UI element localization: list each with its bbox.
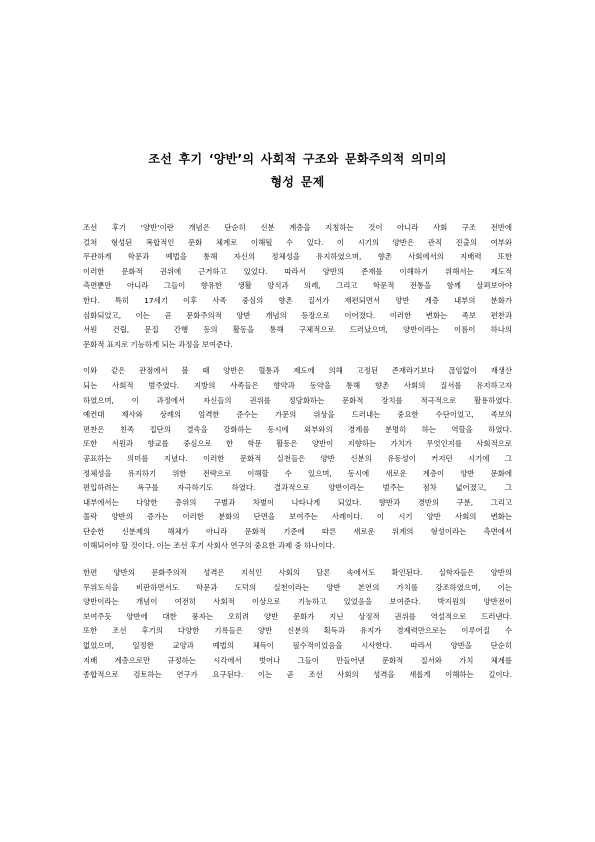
text-line: 종합적으로 검토하는 연구가 요구된다. 이는 곧 조선 사회의 성격을 새롭게 이해하는 길이다. <box>83 670 512 680</box>
text-line: 편입하려는 욕구를 자극하기도 하였다. 결과적으로 양반이라는 범주는 점차 넓어졌고, 그 <box>83 483 512 493</box>
text-line: 측면뿐만 아니라 그들이 향유한 생활 양식과 의례, 그리고 학문적 전통을 함께 살펴보아야 <box>83 281 512 291</box>
text-line: 보여주듯 양반에 대한 풍자는 오히려 양반 문화가 지닌 상징적 권위를 역설적으로 드러낸다. <box>83 611 512 621</box>
text-line: 공표하는 의미를 지녔다. 이러한 문화적 실천들은 양반 신분의 유동성이 커지던 시기에 그 <box>83 453 512 463</box>
text-line: 또한 조선 후기의 다양한 기록들은 양반 신분의 획득과 유지가 경제력만으로는 이루어질 수 <box>83 626 512 636</box>
text-line: 이와 같은 관점에서 볼 때 양반은 혈통과 제도에 의해 고정된 존재라기보다 끊임없이 재생산 <box>83 366 512 376</box>
text-line: 이러한 문화적 권위에 근거하고 있었다. 따라서 양반의 존재를 이해하기 위해서는 제도적 <box>83 266 512 276</box>
text-line: 예컨대 제사와 상례의 엄격한 준수는 가문의 위상을 드러내는 중요한 수단이었고, 족보의 <box>83 410 512 420</box>
text-line: 없었으며, 일정한 교양과 예법의 체득이 필수적이었음을 시사한다. 따라서 양반을 단순히 <box>83 641 512 651</box>
text-line: 무관하게 학문과 예법을 통해 자신의 정체성을 유지하였으며, 향촌 사회에서의 지배력 또한 <box>83 252 512 262</box>
text-line: 심화되었고, 이는 곧 문화주의적 양반 개념의 등장으로 이어졌다. 이러한 변화는 족보 편찬과 <box>83 310 512 320</box>
text-line: 무위도식을 비판하면서도 학문과 도덕의 실천이라는 양반 본연의 가치를 강조하였으며, 이는 <box>83 582 512 592</box>
text-line: 한다. 특히 17세기 이후 사족 중심의 향촌 질서가 재편되면서 양반 계층 내부의 분화가 <box>83 295 512 305</box>
paragraph-3 <box>83 566 512 683</box>
text-line: 지배 계층으로만 규정하는 시각에서 벗어나 그들이 만들어낸 문화적 질서와 가치 체계를 <box>83 655 512 665</box>
text-line: 조선 후기 ‘양반’이란 개념은 단순히 신분 계층을 지칭하는 것이 아니라 사회 구조 전반에 <box>83 223 512 232</box>
document-title <box>83 148 512 194</box>
text-line: 되는 사회적 범주였다. 지방의 사족들은 향약과 동약을 통해 향촌 사회의 질서를 유지하고자 <box>83 380 512 390</box>
text-line: 양반이라는 개념이 여전히 사회적 이상으로 기능하고 있었음을 보여준다. 박지원의 양반전이 <box>83 597 512 607</box>
text-line: 내부에서는 다양한 층위의 구별과 차별이 나타나게 되었다. 향반과 경반의 구분, 그리고 <box>83 497 512 507</box>
text-line: 걸쳐 형성된 복합적인 문화 체계로 이해될 수 있다. 이 시기의 양반은 관직 진출의 여부와 <box>83 237 512 247</box>
text-line: 서원 건립, 문집 간행 등의 활동을 통해 구체적으로 드러났으며, 양반이라는 이름이 하나의 <box>83 325 512 335</box>
title-line-2: 형성 문제 <box>270 175 325 189</box>
text-line: 이해되어야 할 것이다. 이는 조선 후기 사회사 연구의 중요한 과제 중 하나이다. <box>83 541 335 551</box>
text-line: 편찬은 친족 집단의 결속을 강화하는 동시에 외부와의 경계를 분명히 하는 역할을 하였다. <box>83 424 512 434</box>
paragraph-2 <box>83 364 512 554</box>
paragraph-1 <box>83 221 512 352</box>
text-line: 정체성을 유지하기 위한 전략으로 이해할 수 있으며, 동시에 새로운 계층이 양반 문화에 <box>83 468 512 478</box>
text-line: 몰락 양반의 증가는 이러한 분화의 단면을 보여주는 사례이다. 이 시기 양반 사회의 변화는 <box>83 512 512 522</box>
text-line: 한편 양반의 문화주의적 성격은 지식인 사회의 담론 속에서도 확인된다. 실학자들은 양반의 <box>83 568 512 578</box>
text-line: 하였으며, 이 과정에서 자신들의 권위를 정당화하는 문화적 장치를 적극적으로 활용하였다. <box>83 395 512 405</box>
text-line: 문화적 표지로 기능하게 되는 과정을 보여준다. <box>83 339 233 349</box>
text-line: 또한 서원과 향교를 중심으로 한 학문 활동은 양반이 지향하는 가치가 무엇인지를 사회적으로 <box>83 439 512 449</box>
text-line: 단순한 신분제의 해체가 아니라 문화적 기준에 따른 새로운 위계의 형성이라는 측면에서 <box>83 526 512 536</box>
title-line-1: 조선 후기 ‘양반’의 사회적 구조와 문화주의적 의미의 <box>148 152 447 166</box>
